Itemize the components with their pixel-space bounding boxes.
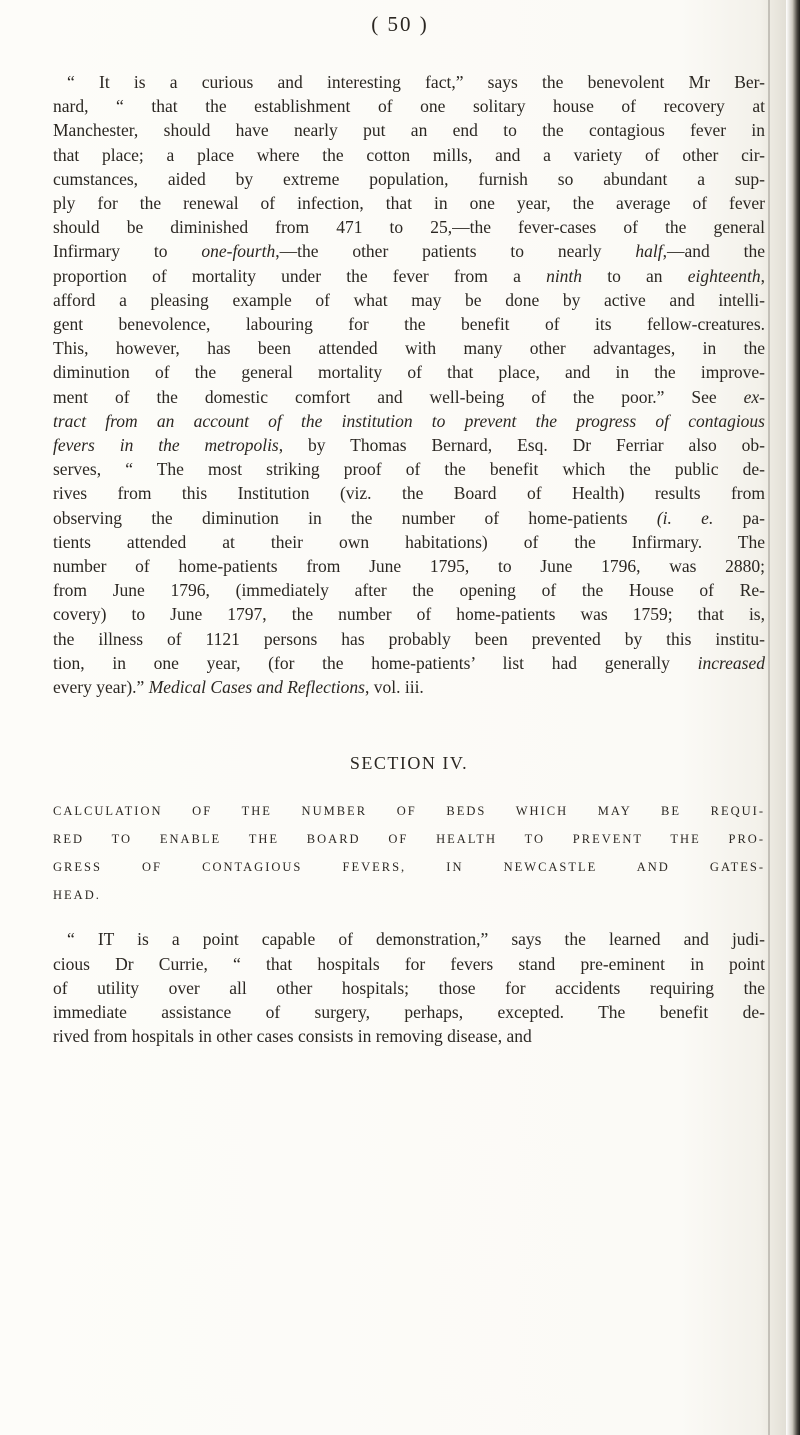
page-edge	[786, 0, 800, 1435]
section-heading: SECTION IV.	[349, 753, 469, 774]
text-line: “ IT is a point capable of demonstration,” says the learned and judi-	[67, 929, 765, 950]
paragraph-quote-bernard	[53, 70, 765, 699]
text-line: tract from an account of the institution to prevent the progress of contagious	[53, 410, 765, 431]
text-line: immediate assistance of surgery, perhaps, excepted. The benefit de-	[53, 1002, 765, 1023]
text-line: from June 1796, (immediately after the opening of the House of Re-	[53, 580, 765, 601]
text-line: Infirmary to one-fourth,—the other patients to nearly half,—and the	[53, 241, 765, 262]
text-line: gent benevolence, labouring for the benefit of its fellow-creatures.	[53, 314, 765, 335]
text-line: ment of the domestic comfort and well-being of the poor.” See ex-	[53, 386, 765, 407]
text-line: the illness of 1121 persons has probably been prevented by this institu-	[53, 628, 765, 649]
text-line: RED TO ENABLE THE BOARD OF HEALTH TO PREVENT THE PRO-	[53, 832, 765, 847]
section-caption	[53, 797, 765, 909]
text-line: cious Dr Currie, “ that hospitals for fevers stand pre-eminent in point	[53, 953, 765, 974]
text-line: that place; a place where the cotton mills, and a variety of other cir-	[53, 144, 765, 165]
page-number: ( 50 )	[371, 12, 429, 36]
text-line: covery) to June 1797, the number of home-patients was 1759; that is,	[53, 604, 765, 625]
text-line: proportion of mortality under the fever from a ninth to an eighteenth,	[53, 265, 766, 286]
page-body	[53, 70, 765, 1049]
text-line: tients attended at their own habitations) of the Infirmary. The	[53, 531, 765, 552]
page-gutter-shadow	[768, 0, 770, 1435]
text-line: diminution of the general mortality of that place, and in the improve-	[53, 362, 765, 383]
text-line: CALCULATION OF THE NUMBER OF BEDS WHICH MAY BE REQUI-	[53, 804, 765, 819]
text-line: This, however, has been attended with many other advantages, in the	[53, 338, 765, 359]
text-line: fevers in the metropolis, by Thomas Bernard, Esq. Dr Ferriar also ob-	[53, 435, 765, 456]
text-line: cumstances, aided by extreme population, furnish so abundant a sup-	[53, 168, 765, 189]
text-line: number of home-patients from June 1795, to June 1796, was 2880;	[53, 556, 765, 577]
text-line: serves, “ The most striking proof of the benefit which the public de-	[53, 459, 765, 480]
text-line: tion, in one year, (for the home-patients’ list had generally increased	[53, 652, 765, 673]
text-line: of utility over all other hospitals; those for accidents requiring the	[53, 977, 765, 998]
text-line: rived from hospitals in other cases consists in removing disease, and	[53, 1026, 532, 1047]
text-line: should be diminished from 471 to 25,—the fever-cases of the general	[53, 217, 765, 238]
text-line: nard, “ that the establishment of one solitary house of recovery at	[53, 96, 765, 117]
text-line: HEAD.	[53, 888, 101, 903]
text-line: “ It is a curious and interesting fact,” says the benevolent Mr Ber-	[67, 72, 765, 92]
paragraph-quote-currie	[53, 927, 765, 1048]
text-line: rives from this Institution (viz. the Board of Health) results from	[53, 483, 765, 504]
text-line: Manchester, should have nearly put an end to the contagious fever in	[53, 120, 765, 141]
text-line: ply for the renewal of infection, that in one year, the average of fever	[53, 193, 765, 214]
text-line: afford a pleasing example of what may be done by active and intelli-	[53, 289, 765, 310]
text-line: observing the diminution in the number of home-patients (i. e. pa-	[53, 507, 765, 528]
text-line: every year).” Medical Cases and Reflections, vol. iii.	[53, 677, 424, 698]
text-line: GRESS OF CONTAGIOUS FEVERS, IN NEWCASTLE AND GATES-	[53, 860, 765, 875]
